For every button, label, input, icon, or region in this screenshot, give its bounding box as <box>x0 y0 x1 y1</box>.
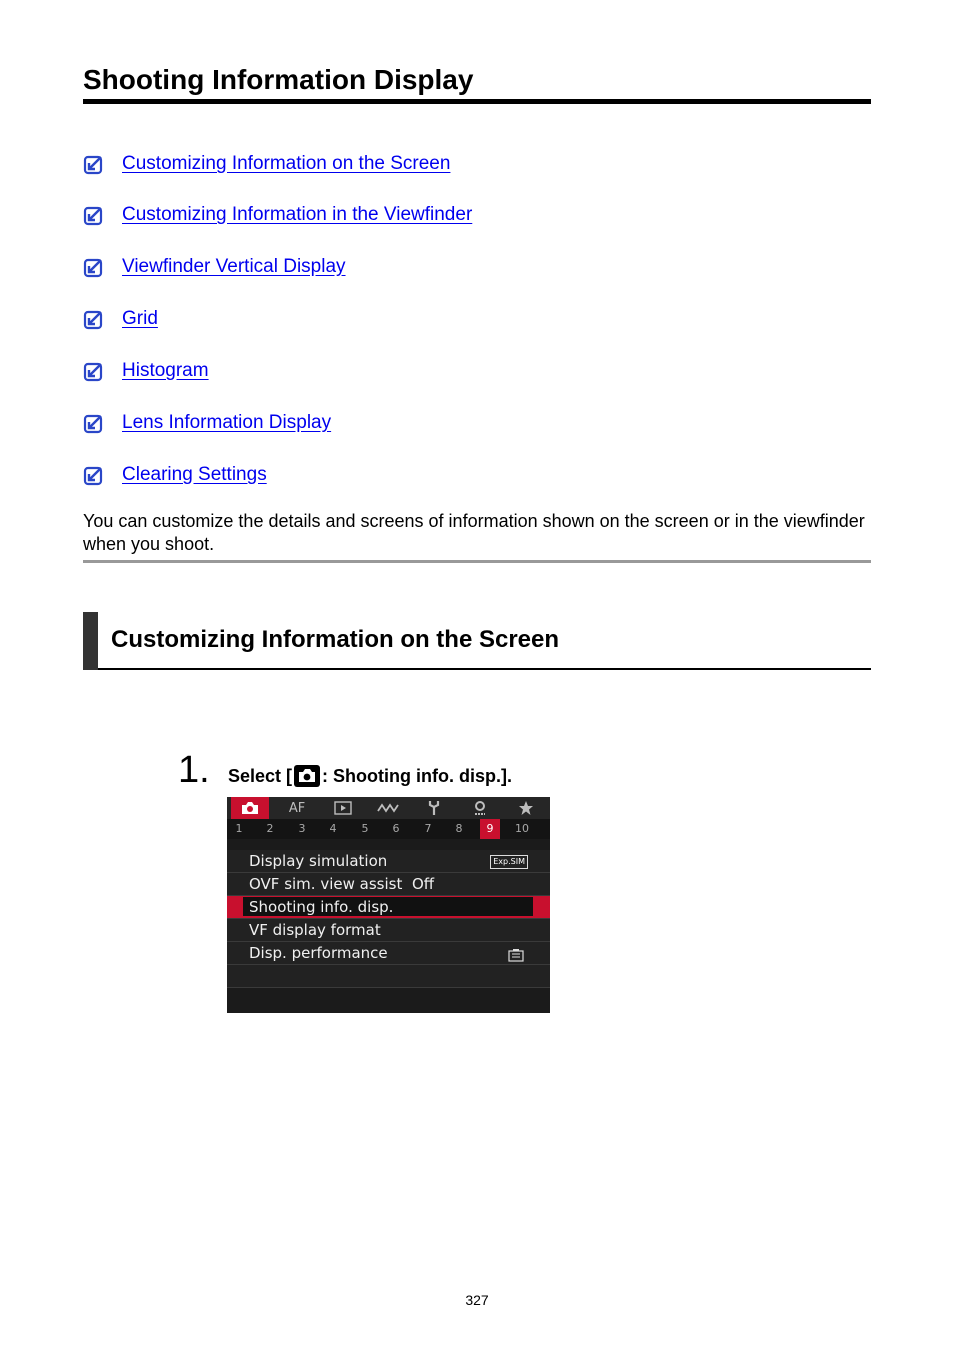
menu-item-display-simulation[interactable] <box>227 850 550 873</box>
section-heading-text: Customizing Information on the Screen <box>111 626 560 653</box>
menu-item-label: Disp. performance <box>249 944 388 962</box>
menu-item-disp-performance[interactable] <box>227 942 550 965</box>
tab-custom-functions[interactable] <box>461 797 499 819</box>
playback-icon <box>334 801 352 815</box>
custom-functions-icon <box>472 800 488 816</box>
page-number-3[interactable]: 3 <box>298 822 306 835</box>
toc-item[interactable] <box>83 253 346 281</box>
page-number-10[interactable]: 10 <box>515 822 529 835</box>
tab-my-menu[interactable] <box>507 797 545 819</box>
menu-item-value: Off <box>412 875 435 893</box>
camera-icon <box>241 801 259 815</box>
toc-link-screen[interactable]: Customizing Information on the Screen <box>122 153 451 174</box>
tab-shooting[interactable] <box>231 797 269 819</box>
toc-item[interactable] <box>83 461 267 489</box>
tab-af[interactable]: AF <box>288 800 306 816</box>
toc-link-lens-info[interactable]: Lens Information Display <box>122 412 332 433</box>
wireless-icon <box>377 801 401 815</box>
checkbox-arrow-icon <box>83 309 104 330</box>
step-number: 1. <box>178 749 210 791</box>
menu-item-empty <box>227 965 550 988</box>
menu-item-label: Display simulation <box>249 852 388 870</box>
toc-link-clearing[interactable]: Clearing Settings <box>122 464 267 485</box>
step-prefix: Select [ <box>228 766 293 786</box>
intro-paragraph: You can customize the details and screens of information shown on the screen or in the viewfinder when you shoot. <box>83 511 865 554</box>
checkbox-arrow-icon <box>83 205 104 226</box>
section-heading <box>83 612 871 670</box>
toc-item[interactable] <box>83 357 209 385</box>
menu-page-numbers <box>227 819 550 839</box>
toc-item[interactable] <box>83 150 450 178</box>
page-number-4[interactable]: 4 <box>329 822 337 835</box>
page-number-9[interactable]: 9 <box>480 819 500 839</box>
toc-link-viewfinder[interactable]: Customizing Information in the Viewfinder <box>122 204 473 225</box>
tab-setup[interactable] <box>415 797 453 819</box>
exp-sim-badge: Exp.SIM <box>490 855 528 869</box>
toc-link-histogram[interactable]: Histogram <box>122 360 209 381</box>
menu-item-label: Shooting info. disp. <box>249 898 394 916</box>
page-number-6[interactable]: 6 <box>392 822 400 835</box>
tab-playback[interactable] <box>324 797 362 819</box>
page-number-7[interactable]: 7 <box>424 822 432 835</box>
star-icon <box>518 800 534 816</box>
step-instruction <box>228 764 512 788</box>
tab-wireless[interactable] <box>370 797 408 819</box>
step-suffix: : Shooting info. disp.]. <box>322 766 512 786</box>
toc-item[interactable] <box>83 305 158 333</box>
checkbox-arrow-icon <box>83 413 104 434</box>
page-number-1[interactable]: 1 <box>235 822 243 835</box>
menu-item-label: VF display format <box>249 921 381 939</box>
page-number-2[interactable]: 2 <box>266 822 274 835</box>
toc-link-vertical[interactable]: Viewfinder Vertical Display <box>122 256 346 277</box>
menu-item-empty <box>227 988 550 1010</box>
checkbox-arrow-icon <box>83 465 104 486</box>
toc-item[interactable] <box>83 409 331 437</box>
checkbox-arrow-icon <box>83 154 104 175</box>
page-number: 327 <box>465 1292 489 1308</box>
menu-item-shooting-info[interactable] <box>227 896 550 919</box>
checkbox-arrow-icon <box>83 257 104 278</box>
camera-icon <box>294 765 320 787</box>
toc-link-grid[interactable]: Grid <box>122 308 158 329</box>
wrench-icon <box>427 800 441 816</box>
toc-item[interactable] <box>83 201 472 229</box>
camera-menu-screen <box>227 797 550 1013</box>
page-title: Shooting Information Display <box>83 62 871 104</box>
section-heading-bar <box>83 612 98 670</box>
menu-item-vf-display-format[interactable] <box>227 919 550 942</box>
divider <box>83 560 871 563</box>
page-number-5[interactable]: 5 <box>361 822 369 835</box>
menu-tabs <box>227 797 550 819</box>
checkbox-arrow-icon <box>83 361 104 382</box>
menu-item-ovf-sim[interactable] <box>227 873 550 896</box>
menu-item-label: OVF sim. view assist <box>249 875 403 893</box>
page-number-8[interactable]: 8 <box>455 822 463 835</box>
